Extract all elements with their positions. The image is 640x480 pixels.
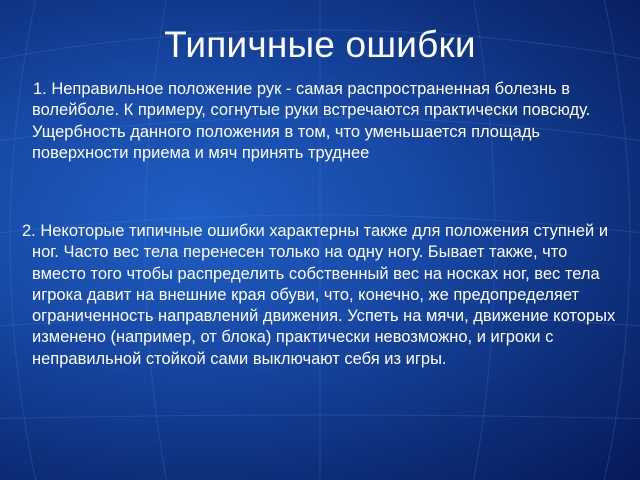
slide-title: Типичные ошибки — [164, 24, 476, 65]
paragraph-feet-position: 2. Некоторые типичные ошибки характерны также для положения ступней и ног. Часто вес тела перенесен только на одну ногу. Бывает также, что вместо того чтобы распределить собственный вес на носках ног, вес тела игрока давит на внешние края обуви, что, конечно, же предопределяет ограниченность направлений движения. Успеть на мячи, движение которых изменено (например, от блока) практически невозможно, и игроки с неправильной стойкой сами выключают себя из игры. — [22, 222, 616, 368]
paragraph-hand-position: 1. Неправильное положение рук - самая распространенная болезнь в волейболе. К примеру, согнутые руки встречаются практически повсюду. Ущербность данного положения в том, что уменьшается площадь поверхности приема и мяч принять труднее — [32, 80, 591, 162]
